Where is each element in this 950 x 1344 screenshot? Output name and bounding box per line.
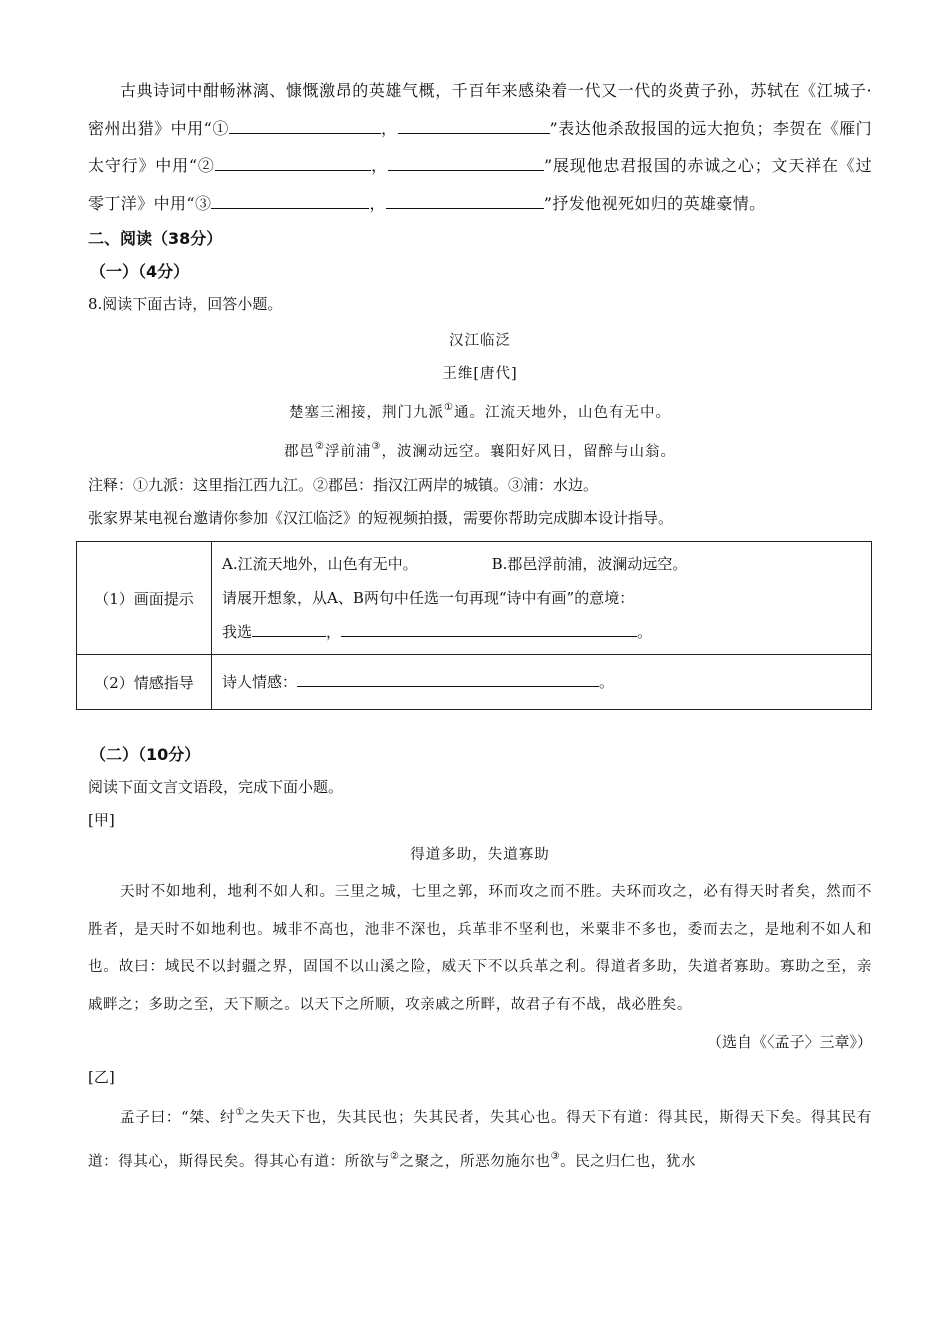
poem-line-2a: 郡邑 — [284, 444, 316, 460]
options-line — [222, 547, 861, 581]
blank-3a[interactable] — [211, 190, 369, 209]
jia-source: （选自《〈孟子〉三章》） — [706, 1033, 872, 1051]
yi-note-1: ① — [235, 1107, 246, 1118]
blank-3b[interactable] — [386, 190, 544, 209]
jia-title: 得道多助，失道寡助 — [410, 847, 550, 863]
option-a: A.江流天地外，山色有无中。 — [222, 555, 418, 573]
blank-1b[interactable] — [398, 115, 550, 134]
blank-2b[interactable] — [388, 152, 544, 171]
option-b: B.郡邑浮前浦，波澜动远空。 — [491, 555, 688, 573]
intro-sep: ， — [369, 193, 386, 213]
page-content — [88, 72, 872, 1181]
part2-title: （二）（10分） — [90, 745, 201, 764]
emotion-prefix: 诗人情感： — [222, 673, 298, 691]
poem-notes: 注释：①九派：这里指江西九江。②郡邑：指汉江两岸的城镇。③浦：水边。 — [88, 476, 599, 494]
jia-label: [甲] — [88, 811, 115, 829]
yi-label: [乙] — [88, 1068, 115, 1086]
poem-line-1a: 楚塞三湘接，荆门九派 — [289, 405, 445, 421]
yi-text-d: 。民之归仁也，犹水 — [560, 1153, 697, 1170]
choose-end: 。 — [637, 623, 653, 641]
note-ref-3: ③ — [371, 441, 382, 452]
row2-label: （2）情感指导 — [77, 655, 212, 710]
poem-line-1b: 通。江流天地外，山色有无中。 — [453, 405, 671, 421]
emotion-blank[interactable] — [297, 668, 599, 687]
intro-text-4: ”抒发他视死如归的英雄豪情。 — [543, 193, 766, 213]
intro-paragraph — [88, 72, 872, 222]
intro-sep: ， — [370, 156, 388, 175]
note-ref-2: ② — [315, 441, 325, 452]
poem-line-2c: ，波澜动远空。襄阳好风日，留醉与山翁。 — [381, 444, 676, 460]
choice-blank[interactable] — [252, 618, 326, 637]
yi-note-3: ③ — [550, 1150, 561, 1162]
poem-line-1 — [88, 391, 872, 430]
emotion-end: 。 — [599, 673, 615, 691]
intro-sep: ， — [380, 118, 398, 138]
poem-title: 汉江临泛 — [449, 333, 511, 349]
intro-text-1: 古典诗词中酣畅淋漓、慷慨激昂的英雄气概，千百年来感染着一代又一代的炎黄子孙，苏轼在《江城子·密州出猎》中用“① — [88, 81, 872, 138]
choose-prefix: 我选 — [222, 623, 253, 641]
poem-author: 王维[唐代] — [442, 366, 518, 382]
part1-title: （一）（4分） — [90, 262, 190, 281]
yi-text-c: 之聚之，所恶勿施尔也 — [399, 1153, 551, 1170]
table-row — [77, 542, 872, 655]
yi-text-a: 孟子曰：“桀、纣 — [120, 1110, 236, 1126]
yi-note-2: ② — [390, 1150, 400, 1162]
scene-blank[interactable] — [341, 618, 637, 637]
script-table — [76, 541, 872, 710]
choose-line — [222, 615, 861, 649]
blank-1a[interactable] — [229, 115, 381, 134]
jia-passage: 天时不如地利，地利不如人和。三里之城，七里之郭，环而攻之而不胜。夫环而攻之，必有得天时者矣，然而不胜者，是天时不如地利也。城非不高也，池非不深也，兵革非不坚利也，米粟非不多也，委而去之，是地利不如人和也。故曰：域民不以封疆之界，固国不以山溪之险，威天下不以兵革之利。得道者多助，失道者寡助。寡助之至，亲戚畔之；多助之至，天下顺之。以天下之所顺，攻亲戚之所畔，故君子有不战，战必胜矣。 — [88, 884, 872, 1013]
intro-text-2: ”表达他杀敌报国的远大抱负；李贺在《雁门太守行》中用“② — [88, 118, 873, 175]
row1-content — [212, 542, 872, 655]
intro-text-3: ”展现他忠君报国的赤诚之心；文天祥在《过零丁洋》中用“③ — [88, 156, 872, 213]
row2-content — [212, 655, 872, 710]
yi-passage — [88, 1094, 872, 1181]
poem-line-2b: 浮前浦 — [325, 444, 372, 460]
note-ref-1: ① — [444, 402, 454, 413]
blank-2a[interactable] — [215, 152, 371, 171]
question-8: 8.阅读下面古诗，回答小题。 — [88, 295, 283, 313]
yi-text-b: 之失天下也，失其民也；失其民者，失其心也。得天下有道：得其民，斯得天下矣。得其民有道：得其心，斯得民矣。得其心有道：所欲与 — [88, 1110, 872, 1170]
task-text: 张家界某电视台邀请你参加《汉江临泛》的短视频拍摄，需要你帮助完成脚本设计指导。 — [88, 509, 674, 527]
poem-line-2 — [88, 430, 872, 469]
section-title: 二、阅读（38分） — [88, 229, 223, 248]
prompt-line: 请展开想象，从A、B两句中任选一句再现“诗中有画”的意境： — [222, 589, 635, 607]
part2-instruction: 阅读下面文言文语段，完成下面小题。 — [88, 778, 344, 796]
row1-label: （1）画面提示 — [77, 542, 212, 655]
table-row — [77, 655, 872, 710]
choose-sep: ， — [326, 623, 342, 641]
